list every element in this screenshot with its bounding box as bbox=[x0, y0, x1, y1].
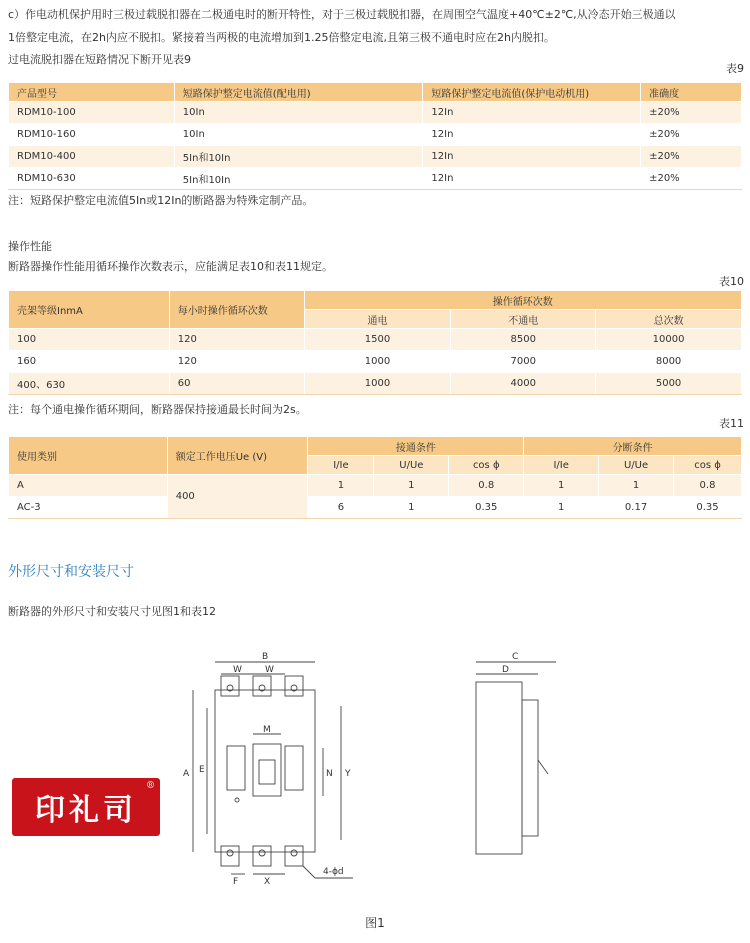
handle-frame bbox=[253, 744, 281, 796]
table-cell: 120 bbox=[169, 351, 304, 373]
dim-label-y: Y bbox=[345, 769, 351, 779]
terminal-hole-icon bbox=[227, 850, 233, 856]
table10-header-cycles: 操作循环次数 bbox=[304, 291, 741, 310]
table-cell: 100 bbox=[9, 329, 170, 351]
table-cell: 1 bbox=[524, 497, 599, 519]
table-cell: RDM10-400 bbox=[9, 146, 175, 168]
dim-label-f: F bbox=[233, 877, 239, 887]
operation-desc: 断路器操作性能用循环操作次数表示，应能满足表10和表11规定。 bbox=[8, 260, 333, 273]
table-cell: 10000 bbox=[596, 329, 742, 351]
table-cell: 1 bbox=[524, 475, 599, 497]
table-cell: 8000 bbox=[596, 351, 742, 373]
table-cell: 1500 bbox=[304, 329, 451, 351]
intro-line-2: 1倍整定电流，在2h内应不脱扣。紧接着当两极的电流增加到1.25倍整定电流,且第三极不通电时应在2h内脱扣。 bbox=[8, 31, 555, 44]
table9-note: 注：短路保护整定电流值5In或12In的断路器为特殊定制产品。 bbox=[8, 194, 314, 207]
dim-label-c: C bbox=[512, 652, 519, 662]
table9-header-distribution: 短路保护整定电流值(配电用) bbox=[174, 83, 423, 102]
registered-icon: ® bbox=[146, 781, 155, 791]
table-cell: 1 bbox=[599, 475, 674, 497]
figure-caption: 图1 bbox=[365, 916, 385, 930]
front-view-drawing bbox=[175, 648, 375, 888]
table-row bbox=[9, 351, 742, 373]
table-cell: ±20% bbox=[641, 168, 742, 190]
table11-label: 表11 bbox=[719, 417, 744, 430]
table-cell: 7000 bbox=[451, 351, 596, 373]
table-cell: 6 bbox=[308, 497, 374, 519]
terminal-hole-icon bbox=[259, 850, 265, 856]
table-row bbox=[9, 168, 742, 190]
table-cell: 12In bbox=[423, 102, 641, 124]
table-cell: ±20% bbox=[641, 124, 742, 146]
table-cell: 10In bbox=[174, 124, 423, 146]
dim-label-hole: 4-ϕd bbox=[323, 867, 344, 877]
table-cell: 1000 bbox=[304, 351, 451, 373]
table-cell: 1 bbox=[308, 475, 374, 497]
dim-label-a: A bbox=[183, 769, 190, 779]
table9-header-motor: 短路保护整定电流值(保护电动机用) bbox=[423, 83, 641, 102]
seal-text: 印礼司 bbox=[35, 793, 137, 828]
side-handle bbox=[538, 760, 548, 774]
table10-label: 表10 bbox=[719, 275, 744, 288]
table-cell: 5In和10In bbox=[174, 146, 423, 168]
dimensions-title: 外形尺寸和安装尺寸 bbox=[8, 564, 134, 580]
table-cell: 1 bbox=[374, 475, 449, 497]
table-cell: ±20% bbox=[641, 146, 742, 168]
table-cell: 5000 bbox=[596, 373, 742, 395]
table-cell: 1000 bbox=[304, 373, 451, 395]
pole-window bbox=[227, 746, 245, 790]
table-cell: 12In bbox=[423, 146, 641, 168]
dimensions-desc: 断路器的外形尺寸和安装尺寸见图1和表12 bbox=[8, 605, 216, 618]
dim-label-d: D bbox=[502, 665, 509, 675]
table-cell: A bbox=[9, 475, 168, 497]
table11-sub-header: I/Ie bbox=[308, 456, 374, 475]
table11-sub-header: I/Ie bbox=[524, 456, 599, 475]
top-terminal bbox=[285, 676, 303, 696]
terminal-hole-icon bbox=[291, 850, 297, 856]
table-cell: 0.35 bbox=[674, 497, 742, 519]
table-cell: 8500 bbox=[451, 329, 596, 351]
dim-label-b: B bbox=[262, 652, 269, 662]
table11-sub-header: cos ϕ bbox=[449, 456, 524, 475]
table-cell: 60 bbox=[169, 373, 304, 395]
side-cover bbox=[522, 700, 538, 836]
table-row bbox=[9, 373, 742, 395]
table9 bbox=[8, 82, 742, 190]
table-cell: RDM10-100 bbox=[9, 102, 175, 124]
table11-header-break: 分断条件 bbox=[524, 437, 742, 456]
table10-header-energized: 通电 bbox=[304, 310, 451, 329]
side-view-drawing bbox=[462, 648, 572, 868]
table-row bbox=[9, 475, 742, 497]
top-terminal bbox=[253, 676, 271, 696]
table-cell: 0.8 bbox=[674, 475, 742, 497]
table11-sub-header: cos ϕ bbox=[674, 456, 742, 475]
table-cell: 120 bbox=[169, 329, 304, 351]
pole-window bbox=[285, 746, 303, 790]
table10 bbox=[8, 290, 742, 395]
table10-header-frame: 壳架等级InmA bbox=[9, 291, 170, 329]
table-cell: 0.8 bbox=[449, 475, 524, 497]
table10-header-hourly: 每小时操作循环次数 bbox=[169, 291, 304, 329]
table11-header-category: 使用类别 bbox=[9, 437, 168, 475]
mounting-hole-icon bbox=[235, 798, 239, 802]
intro-line-3: 过电流脱扣器在短路情况下断开见表9 bbox=[8, 53, 191, 66]
table-cell: 4000 bbox=[451, 373, 596, 395]
dim-label-x: X bbox=[264, 877, 271, 887]
dim-label-w: W bbox=[265, 665, 274, 675]
table-cell: RDM10-630 bbox=[9, 168, 175, 190]
table-cell: 0.35 bbox=[449, 497, 524, 519]
table-row bbox=[9, 102, 742, 124]
table11 bbox=[8, 436, 742, 519]
table-cell: 160 bbox=[9, 351, 170, 373]
table-cell: 12In bbox=[423, 124, 641, 146]
table-cell: 0.17 bbox=[599, 497, 674, 519]
intro-line-1: c）作电动机保护用时三极过载脱扣器在二极通电时的断开特性，对于三极过载脱扣器，在周围空气温度+40℃±2℃,从冷态开始三极通以 bbox=[8, 8, 676, 21]
table10-note: 注：每个通电操作循环期间，断路器保持接通最长时间为2s。 bbox=[8, 403, 307, 416]
dim-label-m: M bbox=[263, 725, 271, 735]
table11-header-voltage: 额定工作电压Ue (V) bbox=[167, 437, 308, 475]
table-cell: 1 bbox=[374, 497, 449, 519]
table11-sub-header: U/Ue bbox=[374, 456, 449, 475]
table10-header-total: 总次数 bbox=[596, 310, 742, 329]
table-cell: ±20% bbox=[641, 102, 742, 124]
table-cell: RDM10-160 bbox=[9, 124, 175, 146]
handle bbox=[259, 760, 275, 784]
top-terminal bbox=[221, 676, 239, 696]
table-cell: 5In和10In bbox=[174, 168, 423, 190]
dim-label-e: E bbox=[199, 765, 205, 775]
front-body-outline bbox=[215, 690, 315, 852]
table9-header-accuracy: 准确度 bbox=[641, 83, 742, 102]
table-row bbox=[9, 329, 742, 351]
table10-header-not-energized: 不通电 bbox=[451, 310, 596, 329]
operation-title: 操作性能 bbox=[8, 240, 52, 253]
table-row bbox=[9, 497, 742, 519]
table-row bbox=[9, 146, 742, 168]
table9-header-model: 产品型号 bbox=[9, 83, 175, 102]
table9-label: 表9 bbox=[726, 62, 744, 75]
table-cell: 12In bbox=[423, 168, 641, 190]
table-cell: 10In bbox=[174, 102, 423, 124]
table-row bbox=[9, 124, 742, 146]
table-cell: 400、630 bbox=[9, 373, 170, 395]
dim-label-n: N bbox=[326, 769, 333, 779]
table11-header-make: 接通条件 bbox=[308, 437, 524, 456]
dim-label-w: W bbox=[233, 665, 242, 675]
side-body-outline bbox=[476, 682, 522, 854]
table-cell: 400 bbox=[167, 475, 308, 519]
table11-sub-header: U/Ue bbox=[599, 456, 674, 475]
table-cell: AC-3 bbox=[9, 497, 168, 519]
brand-seal bbox=[12, 778, 160, 836]
